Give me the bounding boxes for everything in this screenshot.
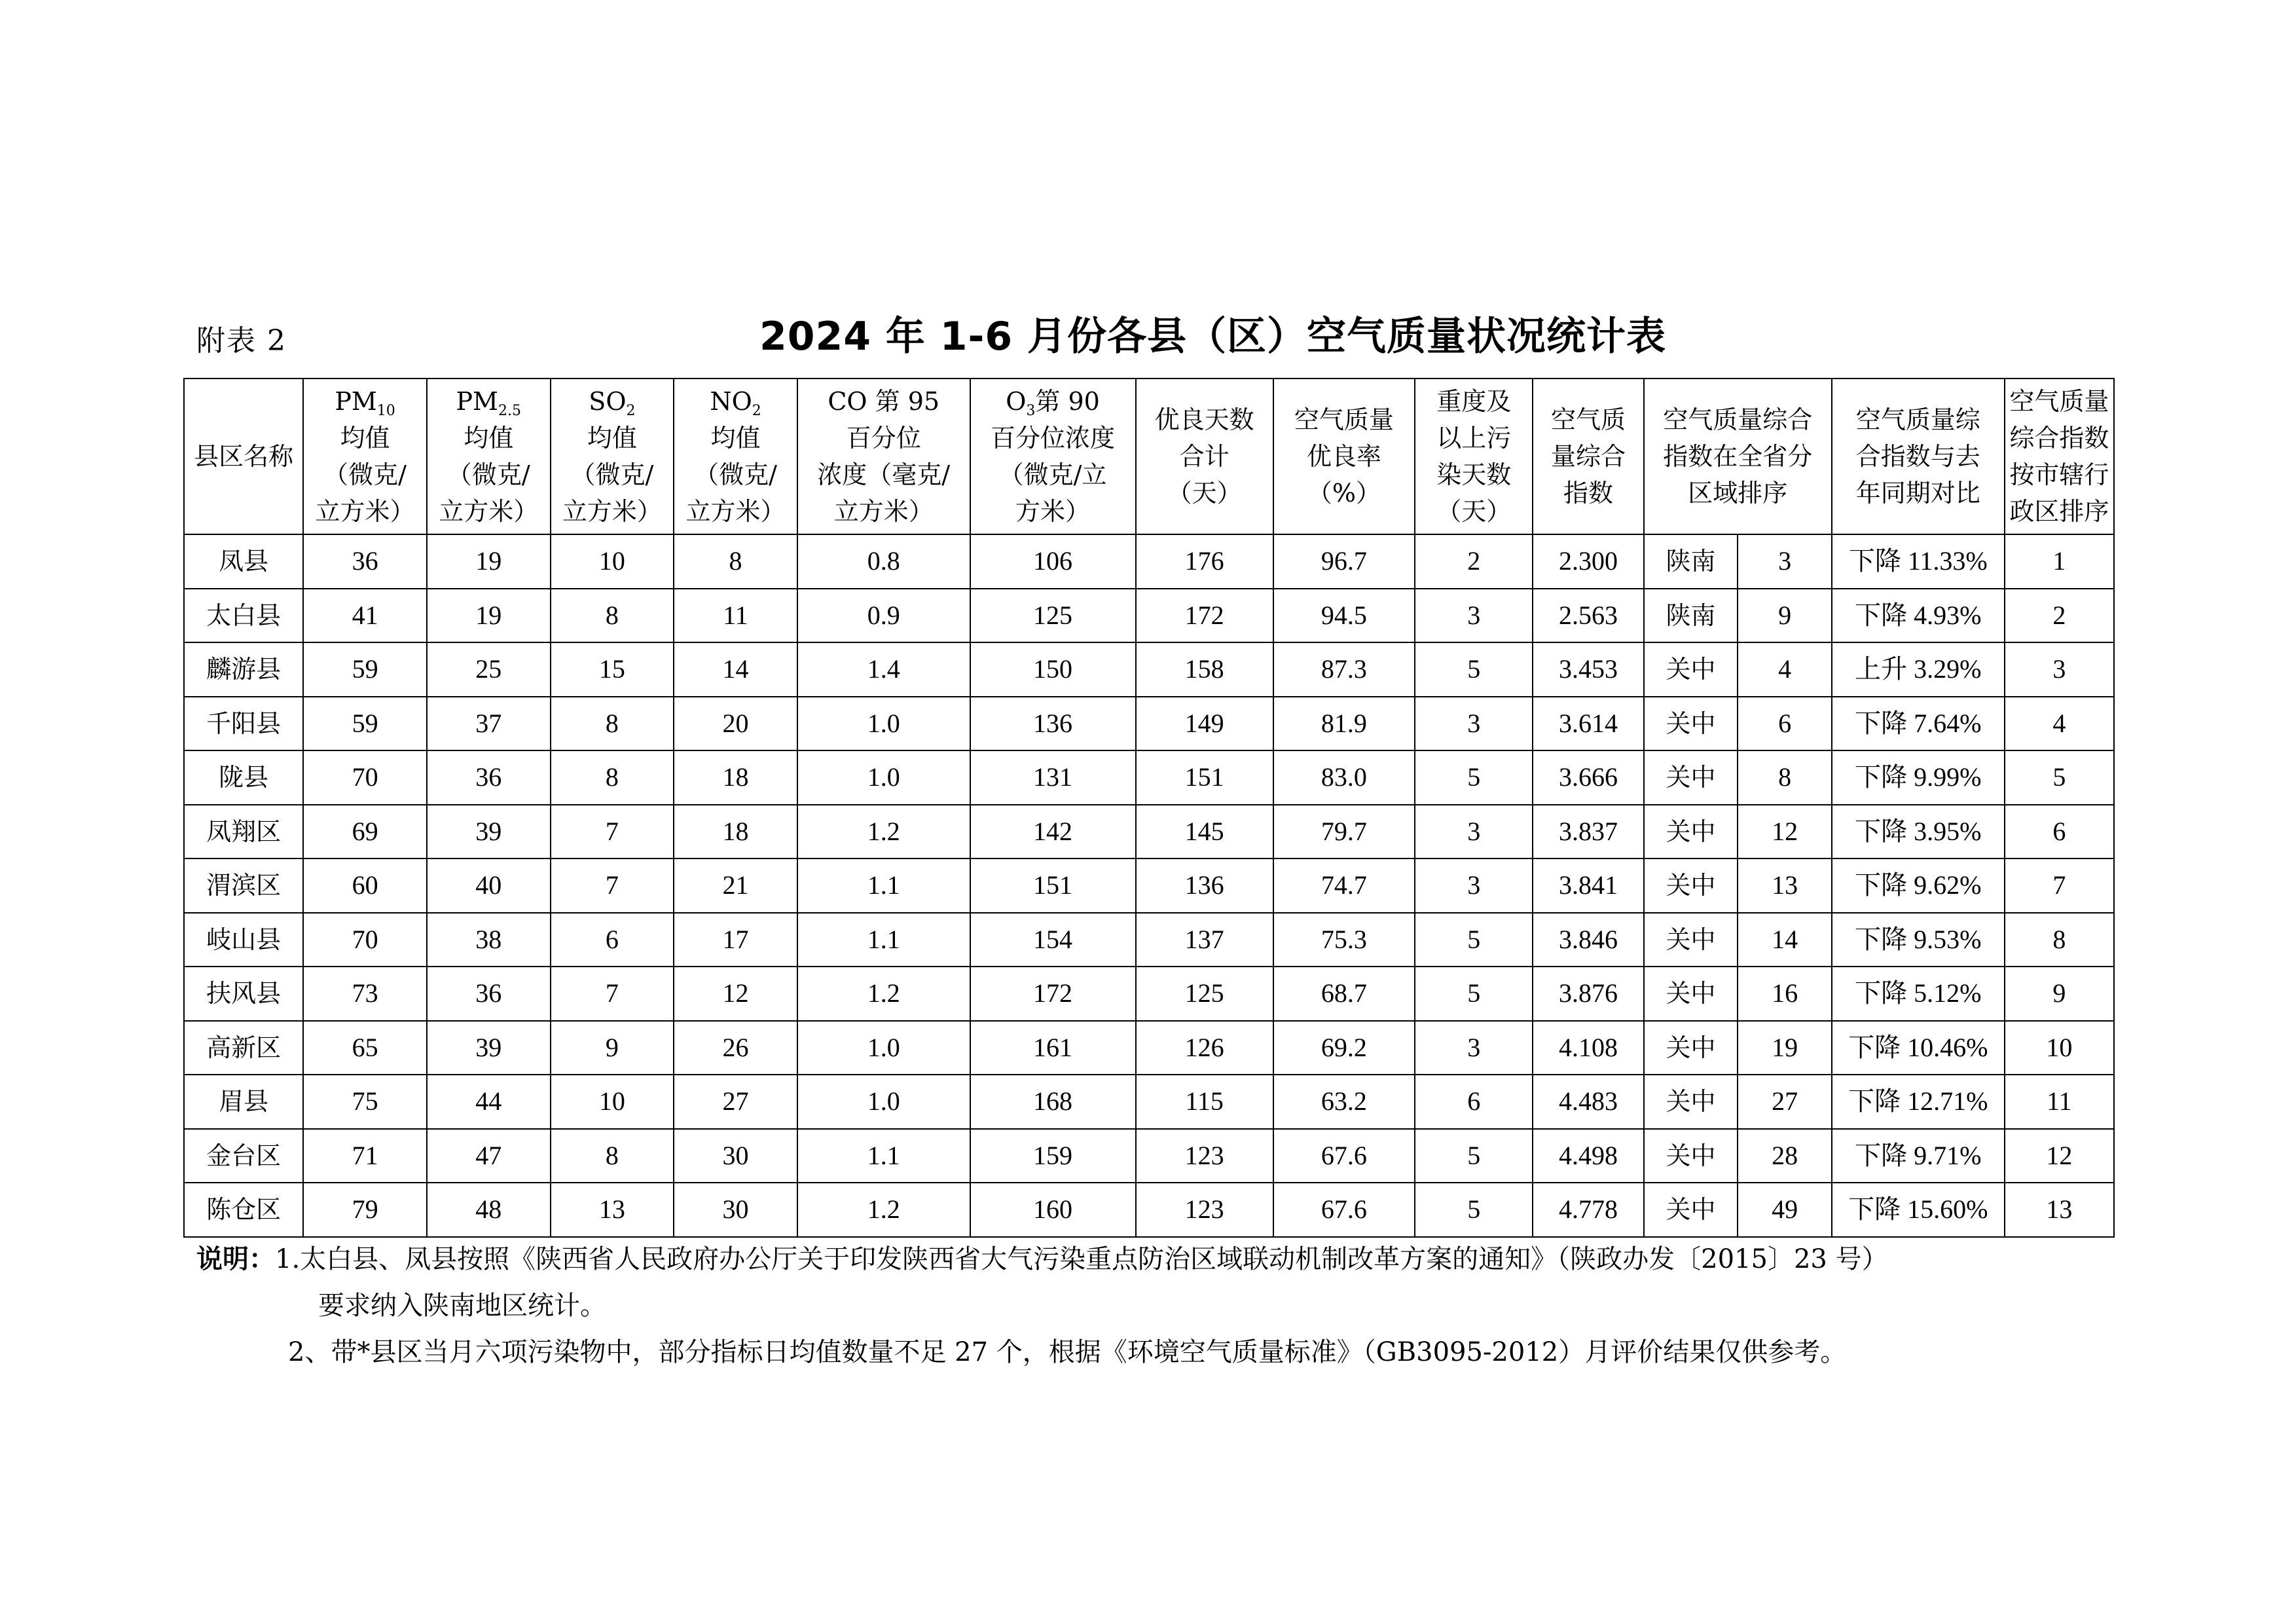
cell-city-rank: 1 xyxy=(2005,534,2114,589)
cell-yoy: 下降 10.46% xyxy=(1832,1021,2005,1075)
cell-o3: 159 xyxy=(970,1129,1136,1183)
cell-index: 2.563 xyxy=(1533,589,1643,643)
cell-city-rank: 6 xyxy=(2005,805,2114,859)
cell-city-rank: 9 xyxy=(2005,967,2114,1021)
cell-county: 凤县 xyxy=(184,534,303,589)
cell-so2: 8 xyxy=(551,697,674,751)
cell-county: 凤翔区 xyxy=(184,805,303,859)
cell-co: 1.2 xyxy=(797,967,970,1021)
cell-region: 关中 xyxy=(1644,805,1738,859)
cell-index: 3.666 xyxy=(1533,750,1643,805)
cell-region: 陕南 xyxy=(1644,589,1738,643)
cell-pm25: 38 xyxy=(427,913,551,967)
header-so2: $SO_2$ 均值 （微克/ 立方米） xyxy=(551,378,674,534)
cell-city-rank: 2 xyxy=(2005,589,2114,643)
cell-pm10: 75 xyxy=(303,1075,427,1129)
cell-region-rank: 13 xyxy=(1738,858,1832,913)
cell-so2: 7 xyxy=(551,858,674,913)
cell-pm10: 71 xyxy=(303,1129,427,1183)
cell-yoy: 下降 4.93% xyxy=(1832,589,2005,643)
cell-region-rank: 12 xyxy=(1738,805,1832,859)
cell-pm25: 47 xyxy=(427,1129,551,1183)
cell-city-rank: 3 xyxy=(2005,642,2114,697)
cell-pm25: 37 xyxy=(427,697,551,751)
cell-co: 0.8 xyxy=(797,534,970,589)
cell-o3: 142 xyxy=(970,805,1136,859)
cell-region: 陕南 xyxy=(1644,534,1738,589)
table-row xyxy=(184,913,2114,967)
cell-o3: 154 xyxy=(970,913,1136,967)
cell-region-rank: 16 xyxy=(1738,967,1832,1021)
cell-region-rank: 27 xyxy=(1738,1075,1832,1129)
cell-co: 1.2 xyxy=(797,1183,970,1237)
cell-heavy-days: 3 xyxy=(1415,858,1533,913)
note-item-2: 2、带*县区当月六项污染物中，部分指标日均值数量不足 27 个，根据《环境空气质量标准》（GB3095-2012）月评价结果仅供参考。 xyxy=(288,1337,1847,1367)
cell-heavy-days: 3 xyxy=(1415,805,1533,859)
cell-county: 麟游县 xyxy=(184,642,303,697)
cell-pm25: 19 xyxy=(427,534,551,589)
cell-yoy: 下降 9.99% xyxy=(1832,750,2005,805)
cell-yoy: 下降 9.71% xyxy=(1832,1129,2005,1183)
cell-good-days: 125 xyxy=(1136,967,1273,1021)
cell-region: 关中 xyxy=(1644,750,1738,805)
cell-pm10: 59 xyxy=(303,697,427,751)
cell-co: 1.1 xyxy=(797,858,970,913)
cell-co: 1.2 xyxy=(797,805,970,859)
cell-good-rate: 75.3 xyxy=(1273,913,1415,967)
cell-heavy-days: 5 xyxy=(1415,1183,1533,1237)
cell-so2: 10 xyxy=(551,1075,674,1129)
cell-region: 关中 xyxy=(1644,1075,1738,1129)
cell-city-rank: 12 xyxy=(2005,1129,2114,1183)
cell-heavy-days: 5 xyxy=(1415,642,1533,697)
cell-o3: 160 xyxy=(970,1183,1136,1237)
cell-good-rate: 68.7 xyxy=(1273,967,1415,1021)
cell-no2: 8 xyxy=(674,534,797,589)
cell-so2: 7 xyxy=(551,805,674,859)
cell-no2: 18 xyxy=(674,750,797,805)
header-good-days: 优良天数 合计 （天） xyxy=(1136,378,1273,534)
cell-index: 4.498 xyxy=(1533,1129,1643,1183)
notes xyxy=(196,1236,2121,1376)
cell-yoy: 下降 7.64% xyxy=(1832,697,2005,751)
table-row xyxy=(184,642,2114,697)
cell-no2: 14 xyxy=(674,642,797,697)
cell-no2: 20 xyxy=(674,697,797,751)
cell-no2: 18 xyxy=(674,805,797,859)
header-pm25: $PM_{2.5}$ 均值 （微克/ 立方米） xyxy=(427,378,551,534)
header-good-rate: 空气质量 优良率 （%） xyxy=(1273,378,1415,534)
cell-no2: 11 xyxy=(674,589,797,643)
cell-so2: 10 xyxy=(551,534,674,589)
cell-pm10: 41 xyxy=(303,589,427,643)
cell-o3: 125 xyxy=(970,589,1136,643)
cell-heavy-days: 6 xyxy=(1415,1075,1533,1129)
cell-index: 3.876 xyxy=(1533,967,1643,1021)
cell-o3: 172 xyxy=(970,967,1136,1021)
cell-region: 关中 xyxy=(1644,913,1738,967)
cell-region-rank: 49 xyxy=(1738,1183,1832,1237)
cell-county: 眉县 xyxy=(184,1075,303,1129)
cell-heavy-days: 5 xyxy=(1415,967,1533,1021)
cell-yoy: 下降 9.62% xyxy=(1832,858,2005,913)
header-yoy: 空气质量综 合指数与去 年同期对比 xyxy=(1832,378,2005,534)
cell-so2: 9 xyxy=(551,1021,674,1075)
cell-good-days: 158 xyxy=(1136,642,1273,697)
cell-good-rate: 69.2 xyxy=(1273,1021,1415,1075)
cell-no2: 21 xyxy=(674,858,797,913)
cell-region-rank: 4 xyxy=(1738,642,1832,697)
cell-region: 关中 xyxy=(1644,1183,1738,1237)
cell-pm25: 39 xyxy=(427,1021,551,1075)
cell-region: 关中 xyxy=(1644,1021,1738,1075)
header-county: 县区名称 xyxy=(184,378,303,534)
cell-city-rank: 5 xyxy=(2005,750,2114,805)
cell-region-rank: 3 xyxy=(1738,534,1832,589)
cell-no2: 27 xyxy=(674,1075,797,1129)
cell-yoy: 下降 11.33% xyxy=(1832,534,2005,589)
cell-pm10: 60 xyxy=(303,858,427,913)
cell-index: 4.108 xyxy=(1533,1021,1643,1075)
cell-pm10: 70 xyxy=(303,750,427,805)
cell-county: 金台区 xyxy=(184,1129,303,1183)
cell-heavy-days: 3 xyxy=(1415,1021,1533,1075)
header-city-rank: 空气质量 综合指数 按市辖行 政区排序 xyxy=(2005,378,2114,534)
cell-pm25: 44 xyxy=(427,1075,551,1129)
cell-good-days: 151 xyxy=(1136,750,1273,805)
header-co: CO 第 95 百分位 浓度（毫克/ 立方米） xyxy=(797,378,970,534)
header-no2: $NO_2$ 均值 （微克/ 立方米） xyxy=(674,378,797,534)
cell-pm25: 48 xyxy=(427,1183,551,1237)
cell-o3: 131 xyxy=(970,750,1136,805)
cell-good-rate: 83.0 xyxy=(1273,750,1415,805)
header-o3: $O_3$第 90 百分位浓度 （微克/立 方米） xyxy=(970,378,1136,534)
cell-co: 1.4 xyxy=(797,642,970,697)
cell-region: 关中 xyxy=(1644,642,1738,697)
cell-good-rate: 87.3 xyxy=(1273,642,1415,697)
table-row xyxy=(184,805,2114,859)
page-title: 2024 年 1-6 月份各县（区）空气质量状况统计表 xyxy=(759,314,1667,360)
cell-county: 扶风县 xyxy=(184,967,303,1021)
cell-co: 0.9 xyxy=(797,589,970,643)
cell-so2: 6 xyxy=(551,913,674,967)
cell-region-rank: 19 xyxy=(1738,1021,1832,1075)
cell-pm25: 25 xyxy=(427,642,551,697)
table-row xyxy=(184,1021,2114,1075)
note-item-1 xyxy=(196,1236,2121,1283)
cell-pm10: 73 xyxy=(303,967,427,1021)
cell-city-rank: 10 xyxy=(2005,1021,2114,1075)
cell-good-days: 123 xyxy=(1136,1129,1273,1183)
cell-so2: 8 xyxy=(551,750,674,805)
cell-no2: 30 xyxy=(674,1129,797,1183)
cell-so2: 7 xyxy=(551,967,674,1021)
cell-region: 关中 xyxy=(1644,967,1738,1021)
annex-label: 附表 2 xyxy=(196,324,287,358)
cell-good-days: 145 xyxy=(1136,805,1273,859)
cell-city-rank: 7 xyxy=(2005,858,2114,913)
air-quality-table xyxy=(183,378,2115,1238)
cell-index: 4.778 xyxy=(1533,1183,1643,1237)
header-index: 空气质 量综合 指数 xyxy=(1533,378,1643,534)
cell-region-rank: 14 xyxy=(1738,913,1832,967)
cell-county: 岐山县 xyxy=(184,913,303,967)
table-row xyxy=(184,750,2114,805)
cell-o3: 161 xyxy=(970,1021,1136,1075)
cell-pm10: 36 xyxy=(303,534,427,589)
cell-good-rate: 96.7 xyxy=(1273,534,1415,589)
cell-yoy: 下降 9.53% xyxy=(1832,913,2005,967)
cell-yoy: 下降 5.12% xyxy=(1832,967,2005,1021)
cell-good-rate: 67.6 xyxy=(1273,1129,1415,1183)
cell-good-days: 172 xyxy=(1136,589,1273,643)
cell-pm25: 40 xyxy=(427,858,551,913)
cell-yoy: 下降 3.95% xyxy=(1832,805,2005,859)
cell-so2: 8 xyxy=(551,589,674,643)
cell-region: 关中 xyxy=(1644,858,1738,913)
cell-county: 渭滨区 xyxy=(184,858,303,913)
cell-county: 千阳县 xyxy=(184,697,303,751)
cell-good-days: 137 xyxy=(1136,913,1273,967)
cell-so2: 13 xyxy=(551,1183,674,1237)
cell-o3: 136 xyxy=(970,697,1136,751)
cell-o3: 150 xyxy=(970,642,1136,697)
cell-co: 1.0 xyxy=(797,1075,970,1129)
cell-index: 3.841 xyxy=(1533,858,1643,913)
header-pm10: $PM_{10}$ 均值 （微克/ 立方米） xyxy=(303,378,427,534)
cell-pm10: 65 xyxy=(303,1021,427,1075)
cell-good-days: 149 xyxy=(1136,697,1273,751)
table-body xyxy=(184,534,2114,1237)
cell-yoy: 下降 12.71% xyxy=(1832,1075,2005,1129)
cell-no2: 26 xyxy=(674,1021,797,1075)
cell-region: 关中 xyxy=(1644,1129,1738,1183)
cell-pm25: 19 xyxy=(427,589,551,643)
cell-yoy: 上升 3.29% xyxy=(1832,642,2005,697)
cell-heavy-days: 3 xyxy=(1415,589,1533,643)
table-row xyxy=(184,858,2114,913)
cell-city-rank: 8 xyxy=(2005,913,2114,967)
notes-heading: 说明： xyxy=(196,1244,275,1274)
cell-good-days: 123 xyxy=(1136,1183,1273,1237)
cell-index: 3.453 xyxy=(1533,642,1643,697)
cell-pm10: 79 xyxy=(303,1183,427,1237)
cell-pm10: 59 xyxy=(303,642,427,697)
cell-o3: 151 xyxy=(970,858,1136,913)
cell-good-days: 115 xyxy=(1136,1075,1273,1129)
cell-good-days: 136 xyxy=(1136,858,1273,913)
cell-o3: 106 xyxy=(970,534,1136,589)
table-row xyxy=(184,967,2114,1021)
cell-county: 陈仓区 xyxy=(184,1183,303,1237)
cell-good-rate: 63.2 xyxy=(1273,1075,1415,1129)
table-row xyxy=(184,589,2114,643)
cell-region-rank: 9 xyxy=(1738,589,1832,643)
cell-index: 3.846 xyxy=(1533,913,1643,967)
table-row xyxy=(184,534,2114,589)
header-province-rank: 空气质量综合 指数在全省分 区域排序 xyxy=(1644,378,1832,534)
cell-pm25: 36 xyxy=(427,750,551,805)
table-row xyxy=(184,1075,2114,1129)
cell-index: 3.837 xyxy=(1533,805,1643,859)
cell-so2: 15 xyxy=(551,642,674,697)
cell-pm25: 39 xyxy=(427,805,551,859)
cell-good-rate: 74.7 xyxy=(1273,858,1415,913)
cell-region: 关中 xyxy=(1644,697,1738,751)
cell-good-rate: 81.9 xyxy=(1273,697,1415,751)
cell-pm25: 36 xyxy=(427,967,551,1021)
cell-heavy-days: 3 xyxy=(1415,697,1533,751)
cell-co: 1.0 xyxy=(797,697,970,751)
table-row xyxy=(184,1183,2114,1237)
cell-no2: 30 xyxy=(674,1183,797,1237)
cell-index: 2.300 xyxy=(1533,534,1643,589)
cell-county: 高新区 xyxy=(184,1021,303,1075)
cell-co: 1.0 xyxy=(797,1021,970,1075)
cell-co: 1.0 xyxy=(797,750,970,805)
cell-heavy-days: 5 xyxy=(1415,750,1533,805)
note-item-1-continued: 要求纳入陕南地区统计。 xyxy=(318,1291,606,1321)
cell-good-rate: 79.7 xyxy=(1273,805,1415,859)
cell-no2: 12 xyxy=(674,967,797,1021)
cell-pm10: 69 xyxy=(303,805,427,859)
cell-heavy-days: 2 xyxy=(1415,534,1533,589)
table-row xyxy=(184,1129,2114,1183)
cell-yoy: 下降 15.60% xyxy=(1832,1183,2005,1237)
cell-good-rate: 67.6 xyxy=(1273,1183,1415,1237)
cell-city-rank: 4 xyxy=(2005,697,2114,751)
cell-index: 3.614 xyxy=(1533,697,1643,751)
cell-county: 陇县 xyxy=(184,750,303,805)
cell-good-days: 126 xyxy=(1136,1021,1273,1075)
cell-heavy-days: 5 xyxy=(1415,1129,1533,1183)
header-heavy-days: 重度及 以上污 染天数 （天） xyxy=(1415,378,1533,534)
table-row xyxy=(184,697,2114,751)
cell-pm10: 70 xyxy=(303,913,427,967)
cell-region-rank: 8 xyxy=(1738,750,1832,805)
cell-so2: 8 xyxy=(551,1129,674,1183)
table-header-row xyxy=(184,378,2114,534)
cell-co: 1.1 xyxy=(797,913,970,967)
cell-no2: 17 xyxy=(674,913,797,967)
cell-good-days: 176 xyxy=(1136,534,1273,589)
cell-city-rank: 13 xyxy=(2005,1183,2114,1237)
cell-co: 1.1 xyxy=(797,1129,970,1183)
cell-city-rank: 11 xyxy=(2005,1075,2114,1129)
cell-heavy-days: 5 xyxy=(1415,913,1533,967)
note-text-1: 1.太白县、凤县按照《陕西省人民政府办公厅关于印发陕西省大气污染重点防治区域联动机制改革方案的通知》（陕政办发〔2015〕23 号） xyxy=(275,1244,1888,1274)
cell-index: 4.483 xyxy=(1533,1075,1643,1129)
cell-region-rank: 6 xyxy=(1738,697,1832,751)
cell-o3: 168 xyxy=(970,1075,1136,1129)
cell-good-rate: 94.5 xyxy=(1273,589,1415,643)
cell-county: 太白县 xyxy=(184,589,303,643)
cell-region-rank: 28 xyxy=(1738,1129,1832,1183)
